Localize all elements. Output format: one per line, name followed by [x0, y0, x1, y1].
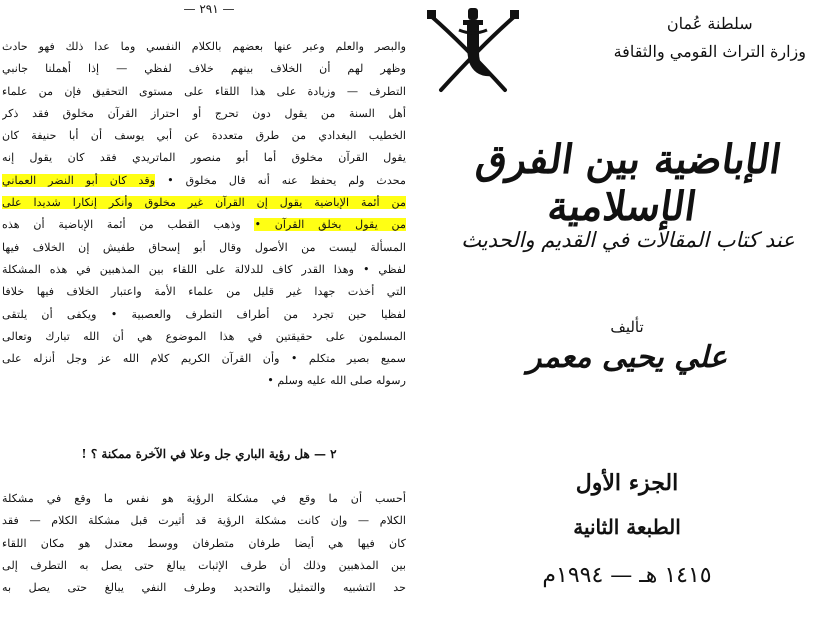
text-line	[2, 214, 406, 236]
text-line: أحسب أن ما وقع في مشكلة الرؤية هو نفس ما وقع في مشكلة	[2, 492, 406, 505]
ministry-header	[614, 10, 806, 66]
paragraph-kalam	[2, 36, 406, 393]
author-name: علي يحيى معمر	[527, 340, 727, 375]
ministry-line1: سلطنة عُمان	[666, 14, 753, 33]
text-line: لفظيا حين تجرد من أطراف التطرف والعصبية • ويكفى أن يلتقى	[2, 307, 406, 321]
edition-label: الطبعة الثانية	[573, 515, 681, 539]
text-line: وظهر لهم أن الخلاف بينهم خلاف لفظي — إذا أهملنا جانبي	[2, 62, 406, 76]
book-subtitle: عند كتاب المقالات في القديم والحديث	[461, 228, 795, 252]
text-line: كان فيها هي أيضا طرفان متطرفان ووسط معتدل هو مكان اللقاء	[2, 536, 406, 550]
highlighted-text: وقد كان أبو النضر العماني	[2, 173, 156, 187]
ministry-line2: وزارة التراث القومي والثقافة	[613, 42, 806, 61]
text-line: التطرف — وزيادة على هذا اللقاء على مستوى التحقيق فإن من علماء	[2, 84, 406, 98]
highlighted-text: من يقول بخلق القرآن •	[254, 218, 406, 232]
page-number: — ٢٩١ —	[183, 2, 235, 16]
text-line: لفظي • وهذا القدر كاف للدلالة على اللقاء بين المذهبين في هذه المشكلة	[2, 262, 406, 276]
author-label: تأليف	[610, 318, 644, 336]
text-line	[2, 170, 406, 192]
title-page	[418, 0, 836, 617]
text-line: المسألة ليست من الأصول وقال أبو إسحاق طفيش إن الخلاف فيها	[2, 240, 406, 254]
text-segment: محدث ولم يحفظ عنه أنه قال مخلوق •	[167, 173, 406, 187]
text-line: التي أخذت جهدا غير قليل من علماء الأمة واعتبار الخلاف فيها خلافا	[2, 285, 406, 299]
text-segment: وذهب القطب من أئمة الإباضية أن هذه	[2, 218, 241, 232]
oman-khanjar-emblem-icon	[423, 4, 523, 94]
text-line: بين المذهبين وذلك أن طرف الإثبات يبالغ حتى يصل به التطرف إلى	[2, 558, 406, 572]
book-title: الإباضية بين الفرق الإسلامية	[473, 136, 785, 230]
highlighted-text: من أئمة الإباضية يقول إن القرآن غير مخلوق وأنكر إنكارا شديدا على	[2, 196, 406, 210]
text-line	[2, 192, 406, 214]
text-line: الخطيب البغدادي من طرق متعددة عن أبي يوسف أن أبا حنيفة كان	[2, 129, 406, 143]
text-line: حد التشبيه والتمثيل والتحديد وطرف النفي يبالغ حتى يصل به	[2, 581, 406, 595]
section-heading: ٢ — هل رؤية الباري جل وعلا في الآخرة ممكنة ؟ !	[81, 447, 337, 461]
text-line: رسوله صلى الله عليه وسلم •	[267, 374, 406, 388]
text-line: والبصر والعلم وعبر عنها بعضهم بالكلام النفسي وما عدا ذلك فهو حادث	[2, 40, 406, 53]
text-line: يقول القرآن مخلوق أما أبو منصور الماتريدي فقد كان يقول إنه	[2, 151, 406, 165]
text-line: أهل السنة من يقول دون تحرج أو احتراز القرآن مخلوق فقد ذكر	[2, 106, 406, 120]
volume-label: الجزء الأول	[575, 470, 679, 496]
text-line: الكلام — وإن كانت مشكلة الرؤية قد أثيرت قبل مشكلة الكلام — فقد	[2, 514, 406, 528]
text-line: سميع بصير متكلم • وأن القرآن الكريم كلام الله عز وجل أنزله على	[2, 352, 406, 366]
publication-date: ١٤١٥ هـ — ١٩٩٤م	[542, 563, 712, 588]
text-line: المسلمون على حقيقتين في هذا الموضوع هي أن الله تبارك وتعالى	[2, 329, 406, 343]
paragraph-ruya	[2, 488, 406, 599]
